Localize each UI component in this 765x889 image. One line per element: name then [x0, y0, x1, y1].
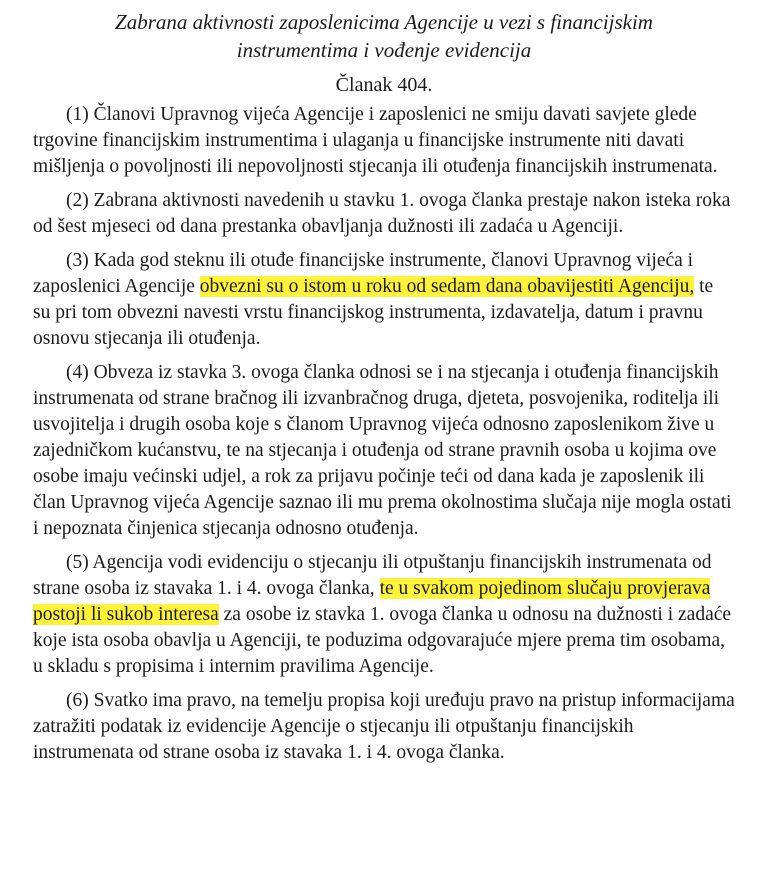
paragraph-3-highlighted-text: obvezni su o istom u roku od sedam dana obavijestiti Agenciju,	[199, 276, 695, 297]
paragraph-3-text-after: te su pri tom obvezni navesti vrstu financijskog instrumenta, izdavatelja, datum i pravnu osnovu stjecanja ili otuđenja.	[33, 276, 714, 349]
paragraph-5-highlighted-text: te u svakom pojedinom slučaju provjerava postoji li sukob interesa	[33, 578, 711, 625]
paragraph-1	[33, 102, 735, 180]
paragraph-3-text-before: (3) Kada god steknu ili otuđe financijske instrumente, članovi Upravnog vijeća i zaposlenici Agencije	[33, 250, 694, 297]
section-title-line-2: instrumentima i vođenje evidencija	[236, 38, 532, 62]
article-heading: Članak 404.	[335, 74, 433, 96]
paragraph-1-text: (1) Članovi Upravnog vijeća Agencije i zaposlenici ne smiju davati savjete glede trgovine financijskim instrumentima i ulaganja u financijske instrumente niti davati mišljenja o povoljnosti ili nepovoljnosti stjecanja ili otuđenja financijskih instrumenata.	[33, 104, 718, 177]
paragraph-4-text: (4) Obveza iz stavka 3. ovoga članka odnosi se i na stjecanja i otuđenja financijskih instrumenata od strane bračnog ili izvanbračnog druga, djeteta, posvojenika, roditelja ili usvojitelja i drugih osoba koje s članom Upravnog vijeća odnosno zaposlenikom žive u zajedničkom kućanstvu, te na stjecanja i otuđenja od strane pravnih osoba u kojima ove osobe imaju većinski udjel, a rok za prijavu počinje teći od dana kada je zaposlenik ili član Upravnog vijeća Agencije saznao ili mu prema okolnostima slučaja nije mogla ostati i nepoznata činjenica stjecanja odnosno otuđenja.	[33, 362, 732, 539]
paragraph-5	[33, 550, 735, 680]
section-title-line-1: Zabrana aktivnosti zaposlenicima Agencije u vezi s financijskim	[115, 10, 653, 34]
paragraph-5-text-after: za osobe iz stavka 1. ovoga članka u odnosu na dužnosti i zadaće koje ista osoba obavlja u Agenciji, te poduzima odgovarajuće mjere prema tim osobama, u skladu s propisima i internim pravilima Agencije.	[33, 604, 732, 677]
paragraph-5-text-before: (5) Agencija vodi evidenciju o stjecanju ili otpuštanju financijskih instrumenata od strane osoba iz stavaka 1. i 4. ovoga članka,	[33, 552, 712, 599]
paragraph-6-text: (6) Svatko ima pravo, na temelju propisa koji uređuju pravo na pristup informacijama zatražiti podatak iz evidencije Agencije o stjecanju ili otpuštanju financijskih instrumenata od strane osoba iz stavaka 1. i 4. ovoga članka.	[33, 690, 735, 763]
paragraph-2	[33, 188, 735, 240]
section-title	[33, 8, 735, 64]
paragraph-6	[33, 688, 735, 766]
paragraph-3	[33, 248, 735, 352]
paragraph-4	[33, 360, 735, 542]
paragraph-2-text: (2) Zabrana aktivnosti navedenih u stavku 1. ovoga članka prestaje nakon isteka roka od šest mjeseci od dana prestanka obavljanja dužnosti ili zadaća u Agenciji.	[33, 190, 731, 237]
